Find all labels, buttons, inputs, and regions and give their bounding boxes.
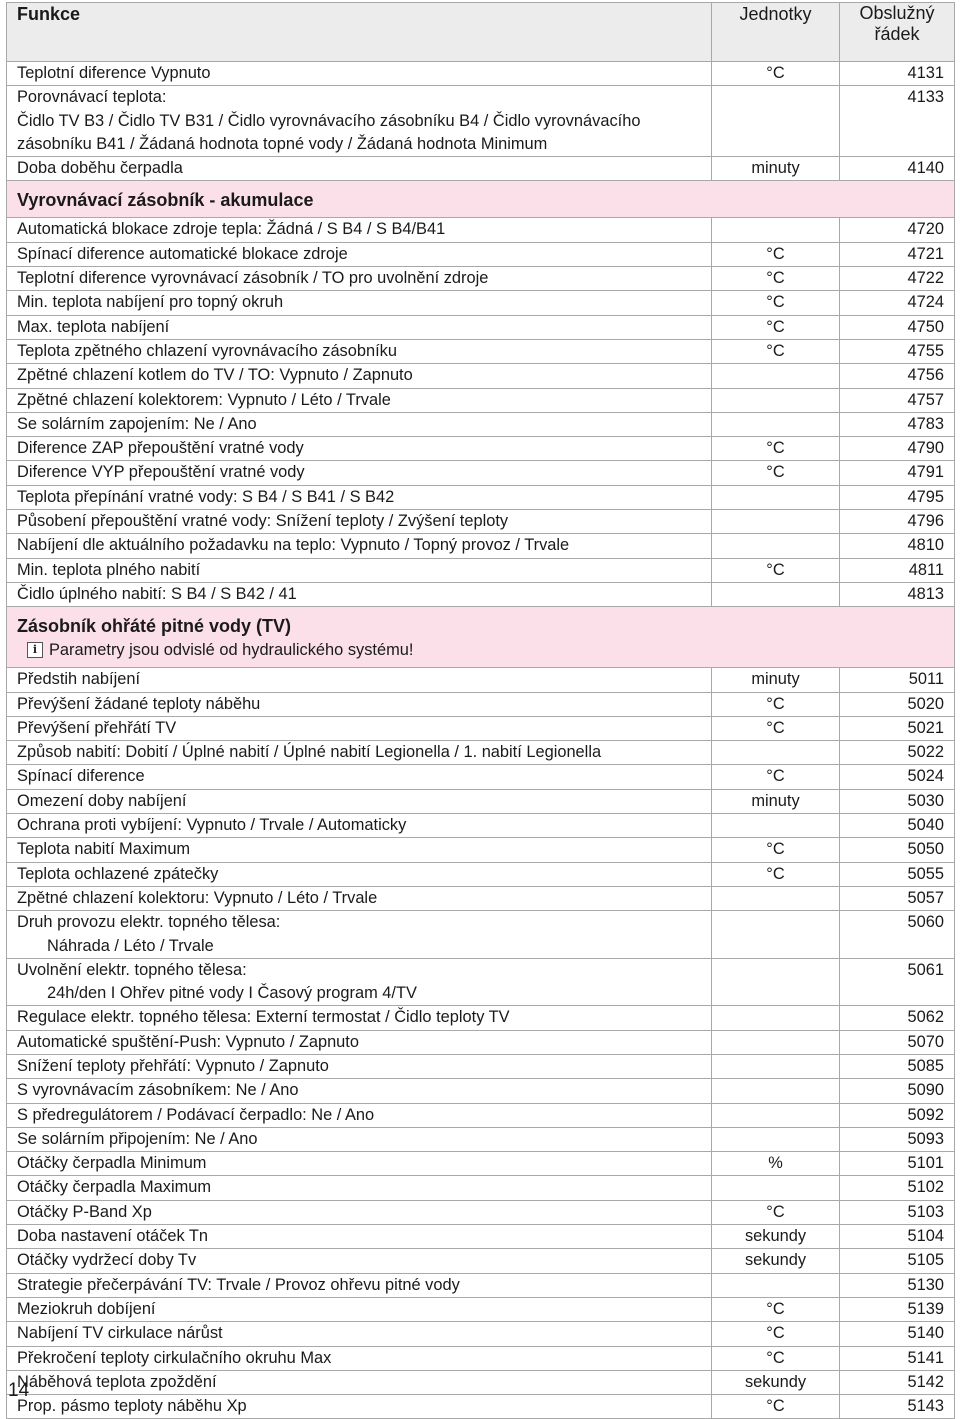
function-cell: Teplota přepínání vratné vody: S B4 / S B41 / S B42 (7, 485, 712, 509)
function-cell: Otáčky čerpadla Minimum (7, 1152, 712, 1176)
operating-line-cell: 5140 (840, 1322, 955, 1346)
operating-line-cell: 5070 (840, 1030, 955, 1054)
unit-cell (712, 412, 840, 436)
function-cell: Převýšení žádané teploty náběhu (7, 692, 712, 716)
unit-cell (712, 510, 840, 534)
function-cell: Strategie přečerpávání TV: Trvale / Provoz ohřevu pitné vody (7, 1273, 712, 1297)
unit-cell (712, 364, 840, 388)
section-note-text: Parametry jsou odvislé od hydraulického systému! (49, 641, 414, 660)
function-cell: Meziokruh dobíjení (7, 1297, 712, 1321)
operating-line-cell: 4810 (840, 534, 955, 558)
function-cell: Předstih nabíjení (7, 668, 712, 692)
table-row (7, 862, 955, 886)
function-cell: Ochrana proti vybíjení: Vypnuto / Trvale / Automaticky (7, 814, 712, 838)
function-text: zásobníku B41 / Žádaná hodnota topné vody / Žádaná hodnota Minimum (17, 134, 548, 153)
function-cell: Spínací diference automatické blokace zdroje (7, 242, 712, 266)
function-cell: Automatická blokace zdroje tepla: Žádná / S B4 / S B4/B41 (7, 218, 712, 242)
operating-line-cell: 5050 (840, 838, 955, 862)
table-row (7, 242, 955, 266)
function-cell: Otáčky vydržecí doby Tv (7, 1249, 712, 1273)
function-cell: Čidlo úplného nabití: S B4 / S B42 / 41 (7, 582, 712, 606)
table-row (7, 1176, 955, 1200)
unit-cell (712, 958, 840, 1006)
unit-cell: °C (712, 242, 840, 266)
operating-line-cell: 5085 (840, 1054, 955, 1078)
unit-cell: °C (712, 692, 840, 716)
function-cell: Nabíjení dle aktuálního požadavku na teplo: Vypnuto / Topný provoz / Trvale (7, 534, 712, 558)
table-row (7, 582, 955, 606)
table-row (7, 1273, 955, 1297)
function-text: Porovnávací teplota: (17, 88, 167, 107)
table-row (7, 716, 955, 740)
unit-cell (712, 1030, 840, 1054)
function-cell: Působení přepouštění vratné vody: Snížení teploty / Zvýšení teploty (7, 510, 712, 534)
unit-cell (712, 1006, 840, 1030)
function-cell: Překročení teploty cirkulačního okruhu Max (7, 1346, 712, 1370)
table-row (7, 1006, 955, 1030)
operating-line-cell: 4756 (840, 364, 955, 388)
operating-line-cell: 4140 (840, 157, 955, 181)
unit-cell: °C (712, 437, 840, 461)
unit-cell (712, 886, 840, 910)
function-text: Druh provozu elektr. topného tělesa: (17, 913, 281, 932)
operating-line-cell: 5104 (840, 1225, 955, 1249)
unit-cell (712, 1054, 840, 1078)
unit-cell (712, 814, 840, 838)
unit-cell: sekundy (712, 1249, 840, 1273)
operating-line-cell: 4790 (840, 437, 955, 461)
function-cell: Snížení teploty přehřátí: Vypnuto / Zapnuto (7, 1054, 712, 1078)
operating-line-cell: 5090 (840, 1079, 955, 1103)
operating-line-cell: 5057 (840, 886, 955, 910)
table-row (7, 1152, 955, 1176)
unit-cell (712, 911, 840, 959)
unit-cell: °C (712, 1200, 840, 1224)
unit-cell: °C (712, 1297, 840, 1321)
operating-line-cell: 4791 (840, 461, 955, 485)
unit-cell (712, 1079, 840, 1103)
table-row (7, 911, 955, 959)
table-row (7, 838, 955, 862)
operating-line-cell: 5092 (840, 1103, 955, 1127)
table-row (7, 886, 955, 910)
function-cell: Max. teplota nabíjení (7, 315, 712, 339)
operating-line-cell: 4783 (840, 412, 955, 436)
function-cell: Zpětné chlazení kolektoru: Vypnuto / Léto / Trvale (7, 886, 712, 910)
function-cell: Se solárním připojením: Ne / Ano (7, 1127, 712, 1151)
table-row (7, 218, 955, 242)
table-row (7, 1225, 955, 1249)
function-cell: Spínací diference (7, 765, 712, 789)
group-general (7, 62, 955, 181)
unit-cell: °C (712, 62, 840, 86)
unit-cell: °C (712, 267, 840, 291)
table-row (7, 668, 955, 692)
function-cell: Automatické spuštění-Push: Vypnuto / Zapnuto (7, 1030, 712, 1054)
table-row (7, 692, 955, 716)
operating-line-cell: 4724 (840, 291, 955, 315)
operating-line-cell: 4133 (840, 86, 955, 157)
operating-line-cell: 5020 (840, 692, 955, 716)
function-cell: Min. teplota plného nabití (7, 558, 712, 582)
operating-line-cell: 5103 (840, 1200, 955, 1224)
function-cell: Teplota nabití Maximum (7, 838, 712, 862)
section-row-dhw (7, 607, 955, 668)
function-cell: Nabíjení TV cirkulace nárůst (7, 1322, 712, 1346)
function-cell: Teplota ochlazené zpátečky (7, 862, 712, 886)
table-row (7, 364, 955, 388)
operating-line-cell: 5055 (840, 862, 955, 886)
parameter-table (6, 2, 955, 1419)
table-row (7, 1346, 955, 1370)
table-row (7, 1395, 955, 1419)
header-line-2: řádek (874, 24, 920, 44)
operating-line-cell: 4796 (840, 510, 955, 534)
operating-line-cell: 5021 (840, 716, 955, 740)
table-row (7, 958, 955, 1006)
table-header-row (7, 3, 955, 62)
unit-cell: °C (712, 1322, 840, 1346)
table-row (7, 1127, 955, 1151)
operating-line-cell: 5061 (840, 958, 955, 1006)
table-row (7, 388, 955, 412)
function-cell: Min. teplota nabíjení pro topný okruh (7, 291, 712, 315)
unit-cell (712, 485, 840, 509)
unit-cell: °C (712, 339, 840, 363)
group-buffer (7, 218, 955, 607)
unit-cell: °C (712, 461, 840, 485)
table-row (7, 789, 955, 813)
function-cell: Teplotní diference Vypnuto (7, 62, 712, 86)
operating-line-cell: 5101 (840, 1152, 955, 1176)
function-cell: Diference ZAP přepouštění vratné vody (7, 437, 712, 461)
operating-line-cell: 5139 (840, 1297, 955, 1321)
operating-line-cell: 4131 (840, 62, 955, 86)
function-cell: Diference VYP přepouštění vratné vody (7, 461, 712, 485)
function-cell: Způsob nabití: Dobití / Úplné nabití / Úplné nabití Legionella / 1. nabití Legionella (7, 741, 712, 765)
table-row (7, 1079, 955, 1103)
table-row (7, 437, 955, 461)
table-row (7, 1322, 955, 1346)
table-row (7, 1297, 955, 1321)
function-cell: Zpětné chlazení kotlem do TV / TO: Vypnuto / Zapnuto (7, 364, 712, 388)
table-row (7, 62, 955, 86)
operating-line-cell: 4757 (840, 388, 955, 412)
section-cell-dhw (7, 607, 955, 668)
table-row (7, 157, 955, 181)
function-cell: Doba nastavení otáček Tn (7, 1225, 712, 1249)
function-cell (7, 958, 712, 1006)
operating-line-cell: 4720 (840, 218, 955, 242)
table-row (7, 1103, 955, 1127)
operating-line-cell: 4813 (840, 582, 955, 606)
unit-cell: % (712, 1152, 840, 1176)
unit-cell: °C (712, 838, 840, 862)
unit-cell: minuty (712, 157, 840, 181)
operating-line-cell: 4722 (840, 267, 955, 291)
section-title-buffer: Vyrovnávací zásobník - akumulace (7, 181, 955, 218)
table-row (7, 1200, 955, 1224)
table-row (7, 412, 955, 436)
unit-cell: °C (712, 1395, 840, 1419)
unit-cell (712, 388, 840, 412)
table-row (7, 267, 955, 291)
function-cell: Zpětné chlazení kolektorem: Vypnuto / Léto / Trvale (7, 388, 712, 412)
operating-line-cell: 5105 (840, 1249, 955, 1273)
function-cell: Omezení doby nabíjení (7, 789, 712, 813)
operating-line-cell: 5022 (840, 741, 955, 765)
table-row (7, 510, 955, 534)
header-operating-line (840, 3, 955, 62)
function-cell: Regulace elektr. topného tělesa: Externí termostat / Čidlo teploty TV (7, 1006, 712, 1030)
unit-cell: °C (712, 716, 840, 740)
operating-line-cell: 5040 (840, 814, 955, 838)
info-icon: i (27, 642, 43, 658)
unit-cell: °C (712, 558, 840, 582)
table-row (7, 741, 955, 765)
table-row (7, 485, 955, 509)
table-row (7, 534, 955, 558)
unit-cell: minuty (712, 789, 840, 813)
section-dhw (7, 607, 955, 668)
unit-cell (712, 1127, 840, 1151)
function-options: Náhrada / Léto / Trvale (47, 936, 214, 955)
table-row (7, 461, 955, 485)
table-row (7, 315, 955, 339)
unit-cell (712, 1103, 840, 1127)
operating-line-cell: 4721 (840, 242, 955, 266)
function-cell (7, 86, 712, 157)
operating-line-cell: 5141 (840, 1346, 955, 1370)
table-row (7, 86, 955, 157)
unit-cell: °C (712, 315, 840, 339)
unit-cell (712, 534, 840, 558)
unit-cell (712, 218, 840, 242)
unit-cell: °C (712, 1346, 840, 1370)
table-row (7, 1370, 955, 1394)
function-cell: Převýšení přehřátí TV (7, 716, 712, 740)
table-row (7, 814, 955, 838)
operating-line-cell: 5011 (840, 668, 955, 692)
operating-line-cell: 5060 (840, 911, 955, 959)
function-cell: Otáčky P-Band Xp (7, 1200, 712, 1224)
table-row (7, 558, 955, 582)
function-text: Čidlo TV B3 / Čidlo TV B31 / Čidlo vyrovnávacího zásobníku B4 / Čidlo vyrovnávacího (17, 111, 641, 130)
unit-cell: °C (712, 862, 840, 886)
operating-line-cell: 5142 (840, 1370, 955, 1394)
function-cell: Náběhová teplota zpoždění (7, 1370, 712, 1394)
unit-cell: °C (712, 765, 840, 789)
unit-cell: sekundy (712, 1370, 840, 1394)
header-unit: Jednotky (712, 3, 840, 62)
unit-cell (712, 582, 840, 606)
operating-line-cell: 5024 (840, 765, 955, 789)
operating-line-cell: 4811 (840, 558, 955, 582)
table-row (7, 1054, 955, 1078)
function-cell: Prop. pásmo teploty náběhu Xp (7, 1395, 712, 1419)
table-row (7, 1249, 955, 1273)
operating-line-cell: 4795 (840, 485, 955, 509)
function-cell: S předregulátorem / Podávací čerpadlo: Ne / Ano (7, 1103, 712, 1127)
function-cell: Otáčky čerpadla Maximum (7, 1176, 712, 1200)
operating-line-cell: 5143 (840, 1395, 955, 1419)
operating-line-cell: 5093 (840, 1127, 955, 1151)
function-cell: S vyrovnávacím zásobníkem: Ne / Ano (7, 1079, 712, 1103)
unit-cell (712, 86, 840, 157)
unit-cell (712, 1176, 840, 1200)
function-text: Uvolnění elektr. topného tělesa: (17, 960, 247, 979)
function-options: 24h/den I Ohřev pitné vody I Časový program 4/TV (47, 984, 417, 1003)
function-cell (7, 911, 712, 959)
group-dhw (7, 668, 955, 1419)
table-row (7, 339, 955, 363)
page-number: 14 (8, 1380, 30, 1401)
function-cell: Teplotní diference vyrovnávací zásobník / TO pro uvolnění zdroje (7, 267, 712, 291)
section-buffer (7, 181, 955, 218)
function-cell: Se solárním zapojením: Ne / Ano (7, 412, 712, 436)
section-title-dhw: Zásobník ohřáté pitné vody (TV) (17, 616, 292, 637)
operating-line-cell: 5102 (840, 1176, 955, 1200)
operating-line-cell: 5062 (840, 1006, 955, 1030)
unit-cell: minuty (712, 668, 840, 692)
table-row (7, 765, 955, 789)
table-row (7, 1030, 955, 1054)
header-line-1: Obslužný (859, 3, 935, 23)
unit-cell (712, 1273, 840, 1297)
table-row (7, 291, 955, 315)
operating-line-cell: 5130 (840, 1273, 955, 1297)
section-row-buffer (7, 181, 955, 218)
operating-line-cell: 5030 (840, 789, 955, 813)
unit-cell: °C (712, 291, 840, 315)
section-note (17, 639, 944, 661)
header-function: Funkce (7, 3, 712, 62)
operating-line-cell: 4755 (840, 339, 955, 363)
operating-line-cell: 4750 (840, 315, 955, 339)
function-cell: Teplota zpětného chlazení vyrovnávacího zásobníku (7, 339, 712, 363)
function-cell: Doba doběhu čerpadla (7, 157, 712, 181)
unit-cell (712, 741, 840, 765)
unit-cell: sekundy (712, 1225, 840, 1249)
